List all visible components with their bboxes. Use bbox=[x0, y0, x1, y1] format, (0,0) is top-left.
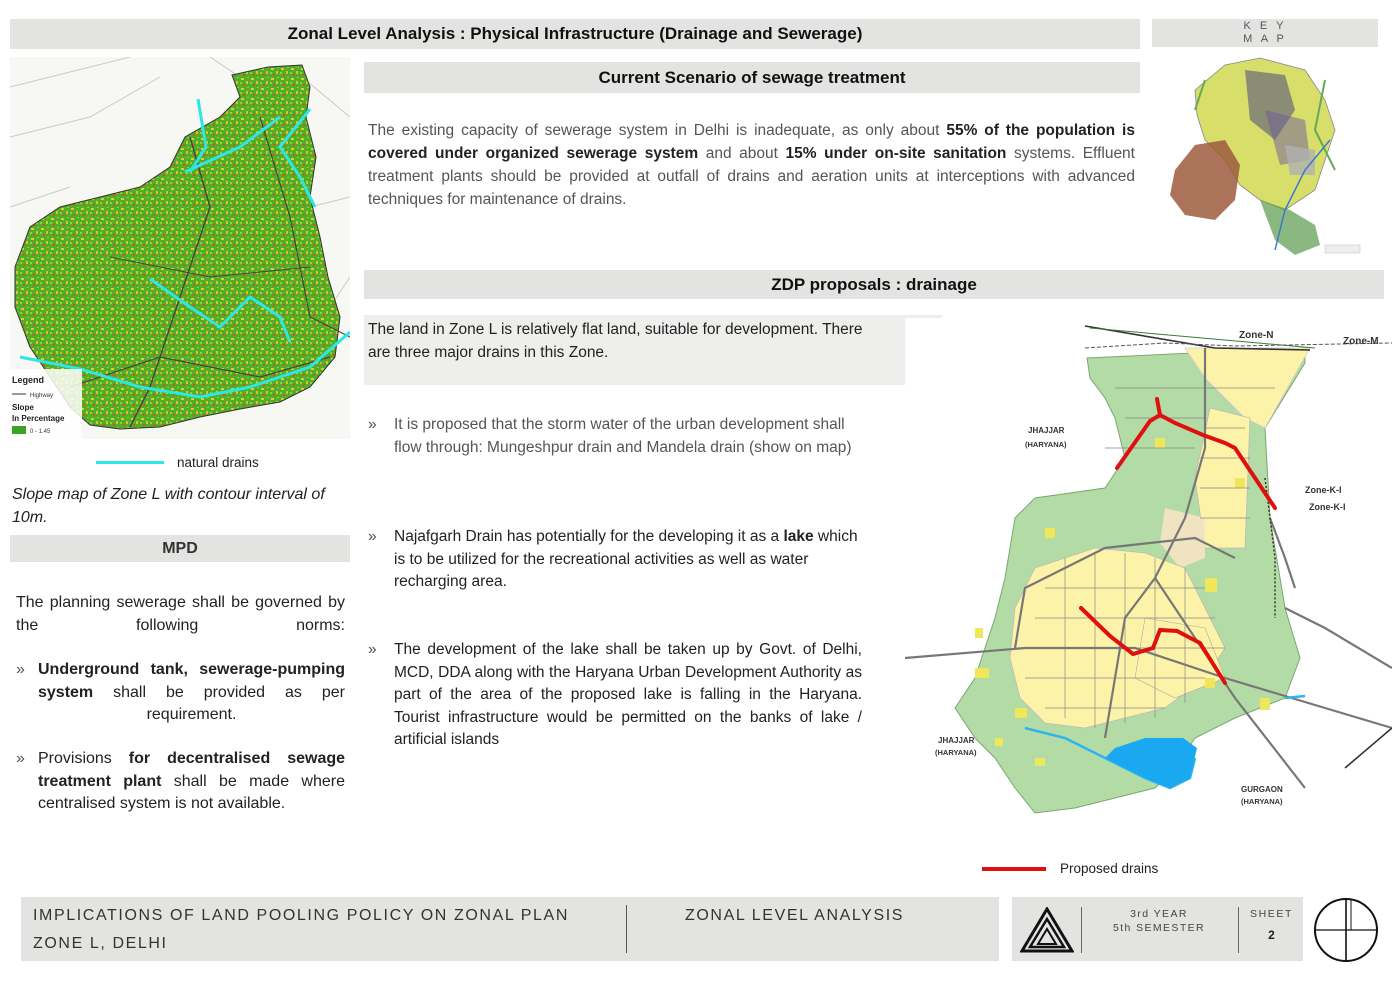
mpd-bullet-2 bbox=[16, 748, 345, 816]
slope-legend-unit: In Percentage bbox=[12, 414, 65, 423]
current-text-1: The existing capacity of sewerage system in Delhi is inadequate, as only about bbox=[368, 122, 947, 139]
page-title: Zonal Level Analysis : Physical Infrastructure (Drainage and Sewerage) bbox=[287, 24, 863, 43]
zdp-intro-text: The land in Zone L is relatively flat land, suitable for development. There are three major drains in this Zone. bbox=[368, 321, 863, 361]
zdp-bullet-2-bold: lake bbox=[783, 528, 814, 545]
slope-legend-slope: Slope bbox=[12, 403, 34, 412]
mpd-bullet-1-bold: Underground tank, sewerage-pumping system bbox=[38, 661, 345, 701]
current-text-3: systems. Effluent treatment plants should be provided at outfall of drains and aeration units at interceptions with advanced techniques for maintenance of drains. bbox=[368, 145, 1135, 208]
jhajjar-label-1: JHAJJAR bbox=[1028, 426, 1065, 435]
slope-legend-title: Legend bbox=[12, 375, 45, 385]
project-title-line-1: IMPLICATIONS OF LAND POOLING POLICY ON ZONAL PLAN bbox=[33, 907, 569, 924]
footer-divider bbox=[626, 905, 627, 953]
zdp-bullet-1 bbox=[368, 414, 862, 459]
logo-icon bbox=[1020, 907, 1074, 953]
footer-info-block bbox=[1012, 897, 1303, 961]
zdp-bullet-2 bbox=[368, 526, 862, 594]
key-map-image bbox=[1165, 50, 1375, 260]
sheet-label: SHEET bbox=[1249, 908, 1293, 920]
zone-k1-label-2: Zone-K-I bbox=[1309, 502, 1346, 512]
mpd-heading: MPD bbox=[162, 539, 198, 557]
natural-drains-legend bbox=[96, 455, 346, 471]
page-title-band bbox=[10, 19, 1140, 49]
bullet-mark: » bbox=[368, 416, 377, 433]
zone-k1-label: Zone-K-I bbox=[1305, 485, 1342, 495]
footer-info-divider bbox=[1081, 907, 1082, 953]
proposed-drains-label: Proposed drains bbox=[1060, 861, 1159, 876]
mpd-bullet-2-lead: Provisions bbox=[38, 750, 129, 767]
zdp-heading: ZDP proposals : drainage bbox=[771, 274, 977, 294]
mpd-intro: The planning sewerage shall be governed by the following norms: bbox=[16, 594, 345, 634]
current-bold-1: 55% of the population is covered under organized sewerage system bbox=[368, 122, 1135, 162]
mpd-bullet-1-text: shall be provided as per requirement. bbox=[93, 683, 345, 723]
mpd-heading-band bbox=[10, 535, 350, 562]
footer-section-title: ZONAL LEVEL ANALYSIS bbox=[685, 907, 905, 924]
footer-title-block bbox=[21, 897, 999, 961]
slope-map bbox=[10, 57, 350, 439]
zone-l-map bbox=[905, 318, 1392, 818]
semester-label: 5th SEMESTER bbox=[1112, 922, 1206, 934]
current-text-2: and about bbox=[698, 145, 786, 162]
mpd-bullet-2-text: shall be made where centralised system is not available. bbox=[38, 772, 345, 812]
current-scenario-heading: Current Scenario of sewage treatment bbox=[598, 67, 906, 87]
mpd-bullet-2-bold: for decentralised sewage treatment plant bbox=[38, 750, 346, 790]
zdp-bullet-3-text: The development of the lake shall be taken up by Govt. of Delhi, MCD, DDA along with the Haryana Urban Development Authority as part of the area of the proposed lake is falling in the Haryana. Tourist infrastructure would be permitted on the banks of lake / artificial islands bbox=[394, 641, 862, 748]
zdp-bullet-2-text: which is to be utilized for the recreational activities as well as water recharging area. bbox=[394, 528, 858, 590]
proposed-drains-legend bbox=[982, 861, 1202, 877]
gurgaon-label: GURGAON bbox=[1241, 785, 1283, 794]
north-arrow-icon bbox=[1313, 897, 1379, 963]
zone-n-label: Zone-N bbox=[1239, 330, 1274, 341]
zdp-bullet-2-lead: Najafgarh Drain has potentially for the developing it as a bbox=[394, 528, 784, 545]
current-scenario-paragraph bbox=[368, 119, 1135, 211]
year-label: 3rd YEAR bbox=[1130, 908, 1188, 920]
zone-m-label: Zone-M bbox=[1343, 336, 1379, 347]
zdp-bullet-1-text: It is proposed that the storm water of the urban development shall flow through: Mungeshpur drain and Mandela drain (show on map) bbox=[394, 416, 852, 456]
key-map-label: K E Y M A P bbox=[1243, 20, 1287, 45]
proposed-drain-swatch bbox=[982, 867, 1046, 871]
zdp-intro-box bbox=[364, 315, 942, 385]
bullet-mark: » bbox=[16, 661, 25, 678]
zdp-bullet-3 bbox=[368, 639, 862, 752]
natural-drain-swatch bbox=[96, 461, 164, 464]
project-title-line-2: ZONE L, DELHI bbox=[33, 935, 168, 952]
bullet-mark: » bbox=[16, 750, 25, 767]
mpd-bullet-1 bbox=[16, 659, 345, 727]
current-scenario-band bbox=[364, 62, 1140, 93]
haryana-label-2: (HARYANA) bbox=[935, 748, 977, 757]
current-bold-2: 15% under on-site sanitation bbox=[785, 145, 1007, 162]
slope-legend-highway: Highway bbox=[30, 393, 54, 399]
natural-drains-label: natural drains bbox=[177, 455, 259, 470]
key-map-band bbox=[1152, 19, 1378, 47]
footer-sheet-divider bbox=[1238, 907, 1239, 953]
jhajjar-label-2: JHAJJAR bbox=[938, 736, 975, 745]
bullet-mark: » bbox=[368, 528, 377, 545]
bullet-mark: » bbox=[368, 641, 377, 658]
haryana-label-3: (HARYANA) bbox=[1241, 797, 1283, 806]
slope-map-caption: Slope map of Zone L with contour interval of 10m. bbox=[12, 486, 325, 526]
sheet-number: 2 bbox=[1268, 928, 1275, 942]
slope-legend-range: 0 - 1.45 bbox=[30, 429, 51, 435]
zdp-heading-band bbox=[364, 270, 1384, 299]
haryana-label-1: (HARYANA) bbox=[1025, 440, 1067, 449]
